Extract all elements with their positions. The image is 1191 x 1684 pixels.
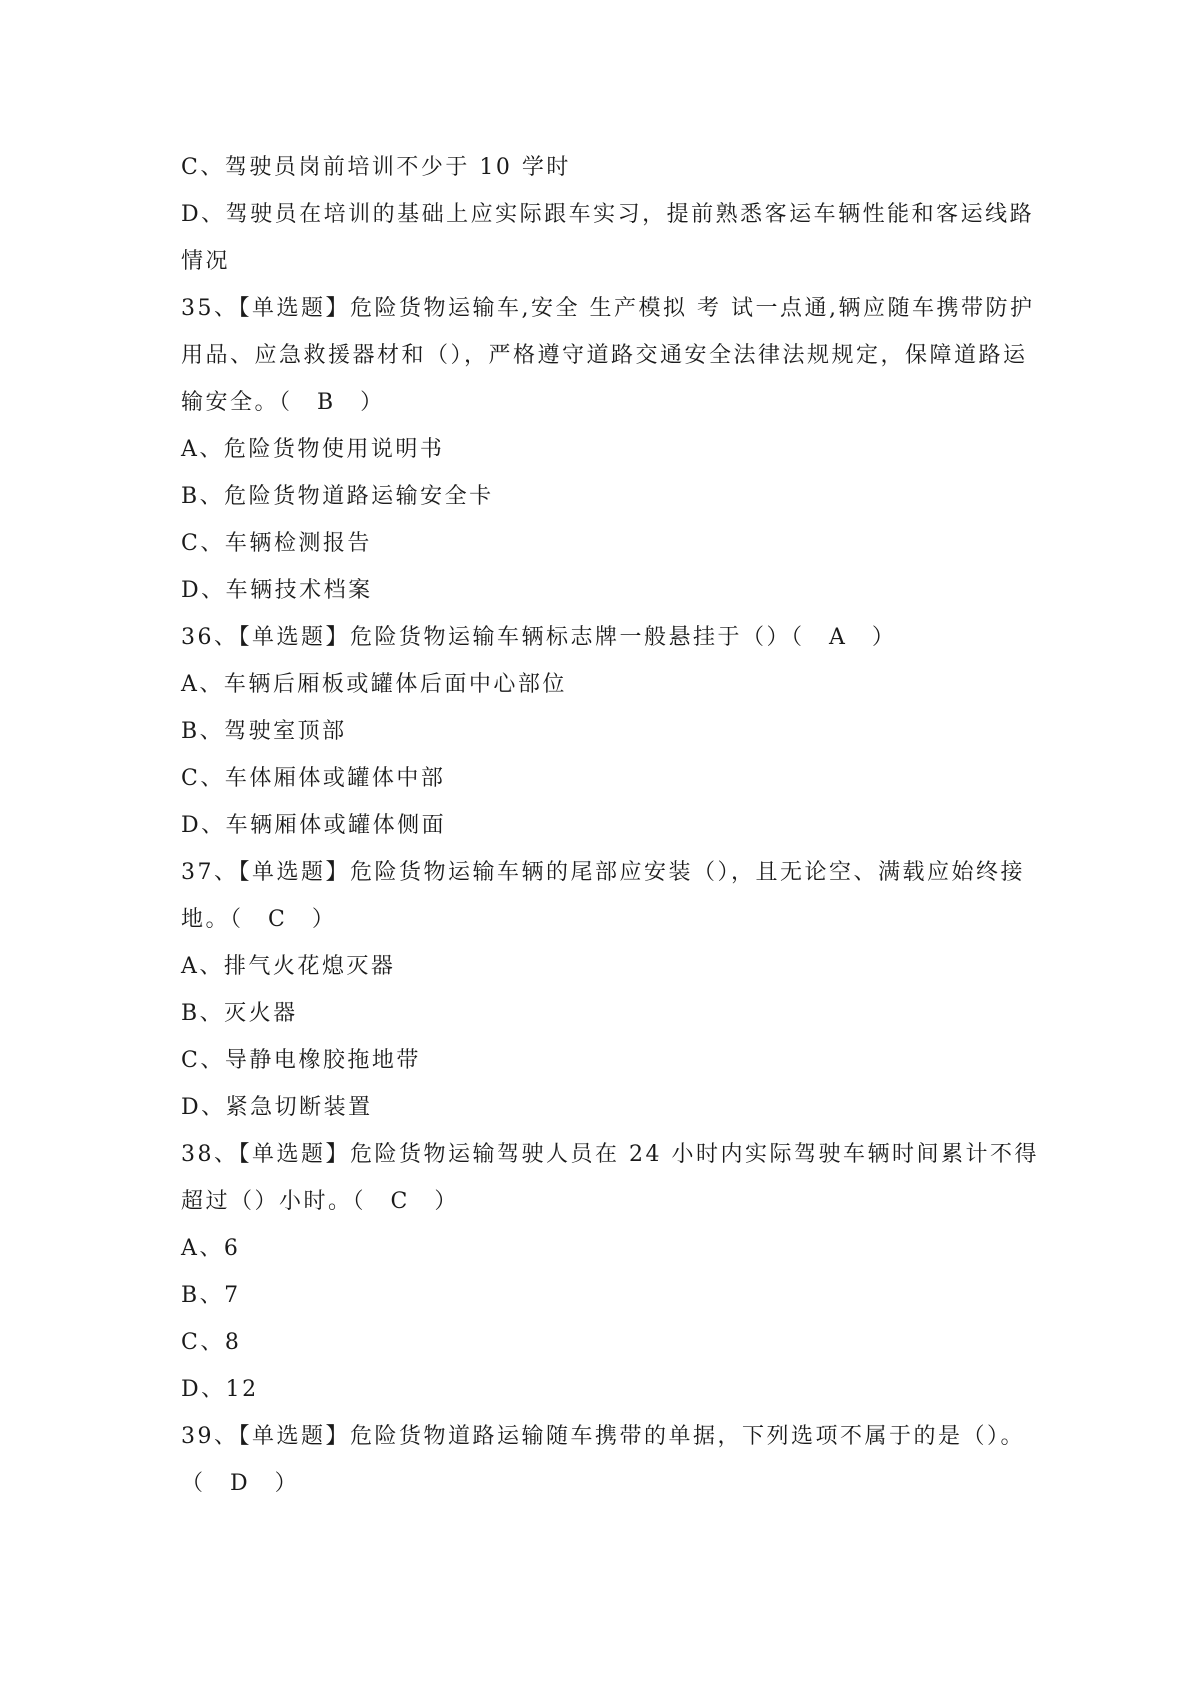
question-39-stem-line-2: （ D ） (181, 1471, 300, 1496)
question-36-option-a: A、车辆后厢板或罐体后面中心部位 (181, 672, 567, 697)
question-35 (181, 285, 1035, 614)
question-36-stem-line-1: 36、【单选题】危险货物运输车辆标志牌一般悬挂于（）（ A ） (181, 625, 897, 650)
question-38-option-b: B、7 (181, 1283, 241, 1308)
option-d-prev: D、驾驶员在培训的基础上应实际跟车实习，提前熟悉客运车辆性能和客运线路 (181, 202, 1035, 227)
question-37-option-a: A、排气火花熄灭器 (181, 954, 396, 979)
question-37-option-d: D、紧急切断装置 (181, 1095, 373, 1120)
question-36-option-c: C、车体厢体或罐体中部 (181, 766, 446, 791)
question-38-option-a: A、6 (181, 1236, 241, 1261)
question-35-stem-line-3: 输安全。（ B ） (181, 390, 385, 415)
option-d-prev-continued: 情况 (181, 249, 231, 274)
question-39-stem-line-1: 39、【单选题】危险货物道路运输随车携带的单据，下列选项不属于的是（）。 (181, 1424, 1025, 1449)
question-35-stem-line-1: 35、【单选题】危险货物运输车,安全 生产模拟 考 试一点通,辆应随车携带防护 (181, 296, 1035, 321)
question-37-stem-line-2: 地。（ C ） (181, 907, 337, 932)
question-38-stem-line-1: 38、【单选题】危险货物运输驾驶人员在 24 小时内实际驾驶车辆时间累计不得 (181, 1142, 1039, 1167)
question-37-stem-line-1: 37、【单选题】危险货物运输车辆的尾部应安装（），且无论空、满载应始终接 (181, 860, 1025, 885)
question-37-option-b: B、灭火器 (181, 1001, 298, 1026)
option-c-prev: C、驾驶员岗前培训不少于 10 学时 (181, 155, 571, 180)
question-35-option-a: A、危险货物使用说明书 (181, 437, 445, 462)
question-37 (181, 849, 1025, 1131)
question-37-option-c: C、导静电橡胶拖地带 (181, 1048, 421, 1073)
question-36 (181, 614, 1019, 849)
question-38-option-c: C、8 (181, 1330, 242, 1355)
question-38-stem-line-2: 超过（）小时。（ C ） (181, 1189, 459, 1214)
page-content (181, 144, 1039, 1507)
question-39 (181, 1413, 1025, 1507)
question-35-option-c: C、车辆检测报告 (181, 531, 372, 556)
question-35-option-d: D、车辆技术档案 (181, 578, 373, 603)
question-38-option-d: D、12 (181, 1377, 259, 1402)
question-35-stem-line-2: 用品、应急救援器材和（），严格遵守道路交通安全法律法规规定，保障道路运 (181, 343, 1028, 368)
question-36-option-b: B、驾驶室顶部 (181, 719, 347, 744)
question-38 (181, 1131, 1039, 1413)
question-36-option-d: D、车辆厢体或罐体侧面 (181, 813, 447, 838)
question-35-option-b: B、危险货物道路运输安全卡 (181, 484, 494, 509)
